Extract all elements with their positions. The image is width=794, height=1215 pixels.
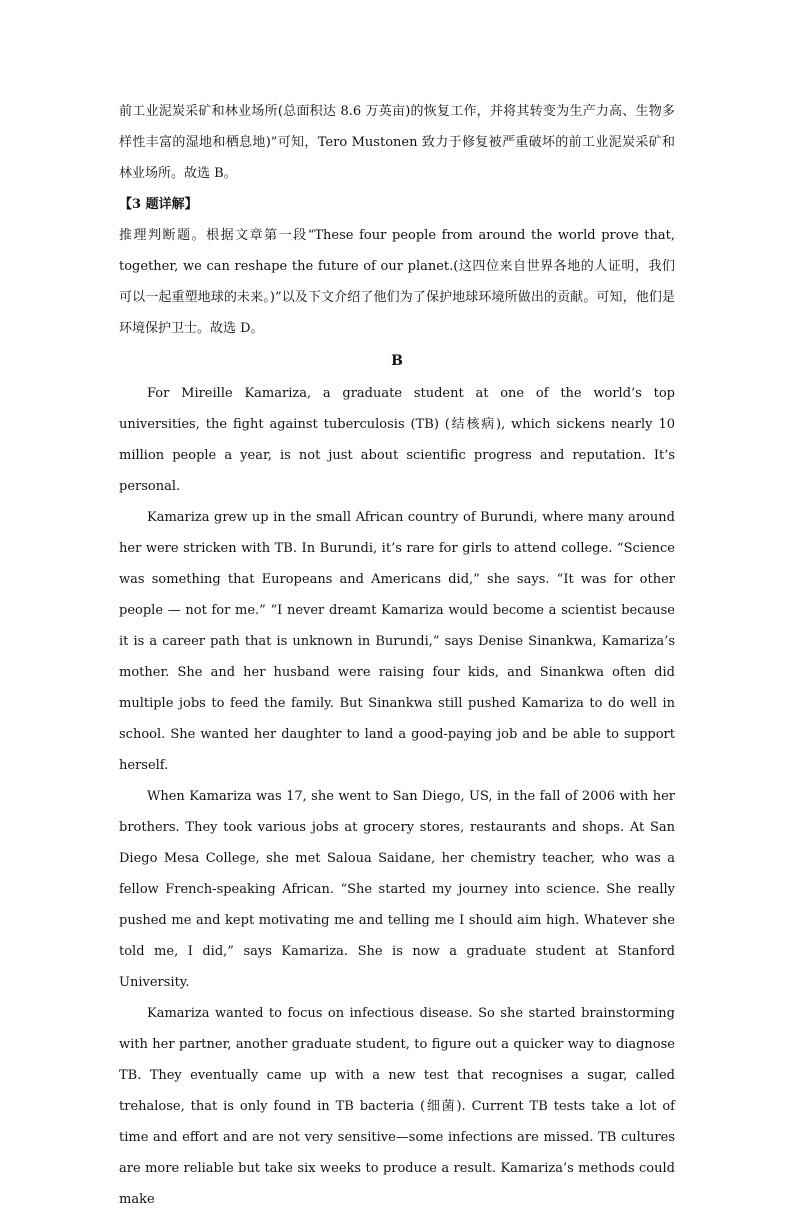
- paragraph: For Mireille Kamariza, a graduate student at one of the world’s top universities, the fight against tuberculosis (TB) (结核病), which sickens nearly 10 million people a year, is not just about scientific progress and reputation. It’s personal.: [119, 386, 675, 494]
- section-title: B: [391, 353, 403, 369]
- paragraph: Kamariza wanted to focus on infectious disease. So she started brainstorming with her partner, another graduate student, to figure out a quicker way to diagnose TB. They eventually came up with a new test that recognises a sugar, called trehalose, that is only found in TB bacteria (细菌). Current TB tests take a lot of time and effort and are not very sensitive—some infections are missed. TB cultures are more reliable but take six weeks to produce a result. Kamariza’s methods could make: [119, 1006, 675, 1207]
- question-3-explanation: 推理判断题。根据文章第一段“These four people from around the world prove that, together, we can reshape the future of our planet.(这四位来自世界各地的人证明，我们可以一起重塑地球的未来。)”以及下文介绍了他们为了保护地球环境所做出的贡献。可知，他们是环境保护卫士。故选 D。: [119, 228, 675, 336]
- document-page: [119, 96, 675, 1215]
- question-3-heading: 【3 题详解】: [119, 197, 198, 212]
- paragraph: When Kamariza was 17, she went to San Diego, US, in the fall of 2006 with her brothers. They took various jobs at grocery stores, restaurants and shops. At San Diego Mesa College, she met Saloua Saidane, her chemistry teacher, who was a fellow French-speaking African. “She started my journey into science. She really pushed me and kept motivating me and telling me I should aim high. Whatever she told me, I did,” says Kamariza. She is now a graduate student at Stanford University.: [119, 789, 675, 990]
- previous-answer-text: 前工业泥炭采矿和林业场所(总面积达 8.6 万英亩)的恢复工作，并将其转变为生产力高、生物多样性丰富的湿地和栖息地)”可知，Tero Mustonen 致力于修复被严重破坏的前工业泥炭采矿和林业场所。故选 B。: [119, 104, 675, 181]
- paragraph: Kamariza grew up in the small African country of Burundi, where many around her were stricken with TB. In Burundi, it’s rare for girls to attend college. “Science was something that Europeans and Americans did,” she says. “It was for other people — not for me.” “I never dreamt Kamariza would become a scientist because it is a career path that is unknown in Burundi,” says Denise Sinankwa, Kamariza’s mother. She and her husband were raising four kids, and Sinankwa often did multiple jobs to feed the family. But Sinankwa still pushed Kamariza to do well in school. She wanted her daughter to land a good-paying job and be able to support herself.: [119, 510, 675, 773]
